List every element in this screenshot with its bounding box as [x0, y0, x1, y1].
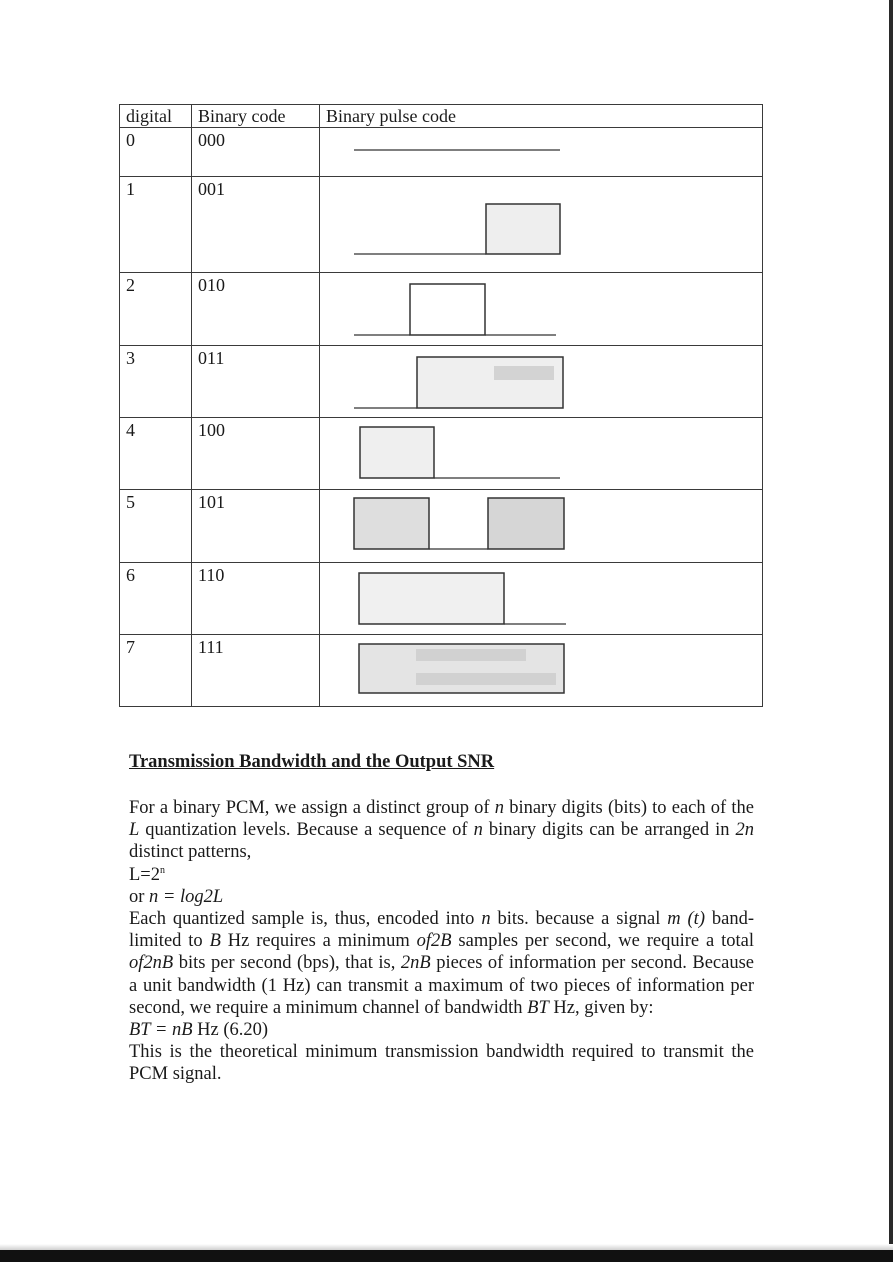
pulse-waveform-100 [326, 418, 769, 489]
binary-code-cell: 111 [192, 635, 320, 707]
variable: BT [527, 997, 549, 1018]
equation-exponent: n [159, 864, 165, 876]
digital-cell: 1 [120, 177, 192, 273]
digital-cell: 3 [120, 346, 192, 418]
text-run: pieces of information per second. Because a unit bandwidth (1 Hz) can transmit a maximum of two pieces of information per second, we require a minimum channel of bandwidth [129, 953, 754, 1018]
header-binary-pulse-code: Binary pulse code [320, 105, 763, 128]
table-row [120, 490, 763, 563]
binary-code-cell: 110 [192, 563, 320, 635]
scan-edge-bottom [0, 1250, 893, 1262]
variable: BT = nB [129, 1020, 193, 1041]
equation-log [129, 886, 754, 908]
table-row [120, 128, 763, 177]
text-run: distinct patterns, [129, 842, 252, 863]
pulse-waveform-001 [326, 177, 769, 272]
table-row [120, 346, 763, 418]
table-header-row [120, 105, 763, 128]
text-run: Hz requires a minimum [220, 931, 417, 952]
scan-edge-right [889, 0, 893, 1262]
text-run: For a binary PCM, we assign a distinct group of [129, 798, 495, 818]
table-row [120, 563, 763, 635]
text-run: Each quantized sample is, thus, encoded into [129, 909, 482, 930]
text-run: band-limited to [129, 909, 754, 952]
variable: m (t) [667, 909, 705, 930]
text-run: binary digits can be arranged in [482, 820, 736, 841]
equation-bandwidth [129, 1019, 754, 1041]
explanation-paragraph [129, 908, 754, 1019]
pulse-cell [320, 490, 763, 563]
variable: n [473, 820, 483, 841]
digital-cell: 7 [120, 635, 192, 707]
table-row [120, 418, 763, 490]
table-row [120, 177, 763, 273]
pulse-cell [320, 177, 763, 273]
variable: n [494, 798, 505, 818]
equation-levels [129, 864, 754, 886]
pulse-waveform-110 [326, 563, 769, 634]
binary-code-cell: 010 [192, 273, 320, 346]
variable: 2n [735, 820, 754, 841]
binary-code-cell: 001 [192, 177, 320, 273]
pulse-cell [320, 346, 763, 418]
digital-cell: 6 [120, 563, 192, 635]
pulse-cell [320, 418, 763, 490]
header-digital: digital [120, 105, 192, 128]
pulse-cell [320, 273, 763, 346]
table-row [120, 635, 763, 707]
text-run: bits per second (bps), that is, [173, 953, 401, 974]
binary-code-cell: 100 [192, 418, 320, 490]
variable: B [209, 931, 221, 952]
binary-code-table [119, 104, 763, 707]
digital-cell: 5 [120, 490, 192, 563]
digital-cell: 2 [120, 273, 192, 346]
header-binary-code: Binary code [192, 105, 320, 128]
digital-cell: 0 [120, 128, 192, 177]
text-run: or [129, 886, 150, 907]
pulse-waveform-000 [326, 128, 769, 176]
text-run: binary digits (bits) to each of the [504, 798, 754, 818]
text-run: Hz, given by: [548, 997, 654, 1018]
pulse-waveform-011 [326, 346, 769, 417]
pulse-waveform-010 [326, 273, 769, 345]
variable: of2nB [129, 953, 174, 974]
pulse-cell [320, 128, 763, 177]
pulse-cell [320, 563, 763, 635]
intro-paragraph [129, 797, 754, 864]
variable: n [481, 909, 491, 930]
text-run: quantization levels. Because a sequence of [139, 820, 474, 841]
section-heading: Transmission Bandwidth and the Output SNR [129, 752, 495, 772]
variable: n = log2L [149, 886, 224, 907]
variable: of2B [416, 931, 452, 952]
binary-code-cell: 000 [192, 128, 320, 177]
binary-code-cell: 101 [192, 490, 320, 563]
text-run: bits. because a signal [490, 909, 668, 930]
section-body [129, 797, 754, 1086]
variable: L [129, 820, 140, 841]
pulse-cell [320, 635, 763, 707]
table-row [120, 273, 763, 346]
pulse-waveform-101 [326, 490, 769, 562]
digital-cell: 4 [120, 418, 192, 490]
text-run: Hz (6.20) [192, 1020, 269, 1041]
pulse-waveform-111 [326, 635, 769, 706]
text-run: samples per second, we require a total [451, 931, 754, 952]
binary-code-cell: 011 [192, 346, 320, 418]
closing-paragraph: This is the theoretical minimum transmission bandwidth required to transmit the PCM signal. [129, 1042, 754, 1085]
variable: 2nB [400, 953, 431, 974]
equation-base: L=2 [129, 864, 160, 885]
